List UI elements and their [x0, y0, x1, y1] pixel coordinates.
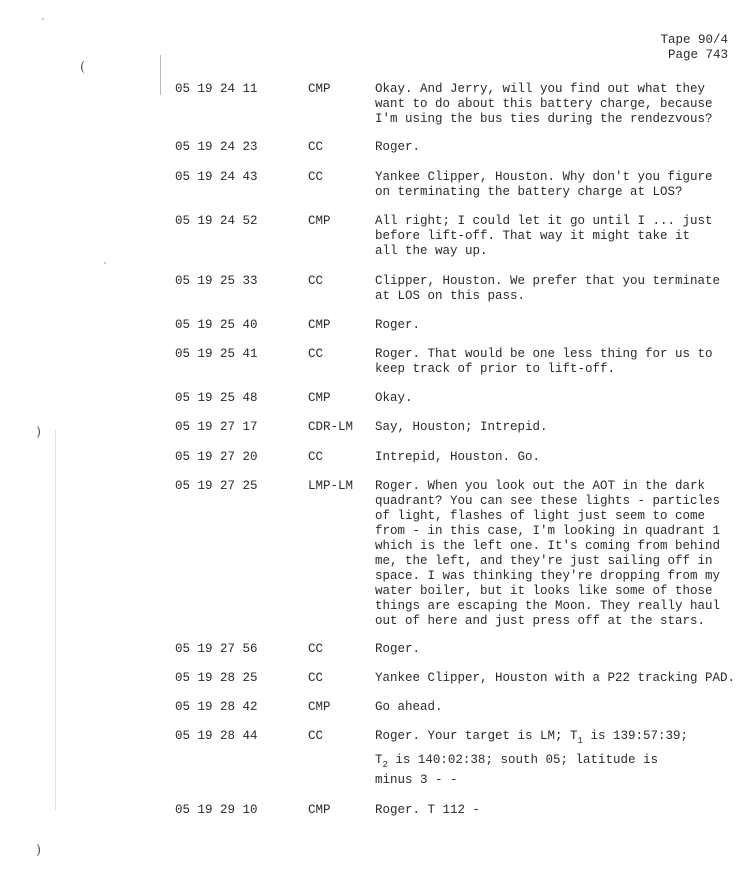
margin-paren-mark: ): [36, 843, 42, 858]
utterance: Roger. When you look out the AOT in the dark quadrant? You can see these lights - particles of light, flashes of light just seem to come from - in this case, I'm looking in quadrant 1 which is the left one. It's coming from behind me, the left, and they're just sailing off in space. I was thinking they're dropping from my water boiler, but it looks like some of those things are escaping the Moon. They really haul out of here and just press off at the stars.: [375, 479, 721, 628]
speaker: CMP: [308, 214, 331, 228]
timestamp: 05 19 24 23: [175, 140, 258, 154]
timestamp: 05 19 27 20: [175, 450, 258, 464]
utterance: Say, Houston; Intrepid.: [375, 420, 548, 434]
timestamp: 05 19 25 48: [175, 391, 258, 405]
speaker: CC: [308, 729, 324, 743]
speaker: CC: [308, 450, 324, 464]
utterance: Intrepid, Houston. Go.: [375, 450, 541, 464]
speaker: CMP: [308, 700, 331, 714]
timestamp: 05 19 27 56: [175, 642, 258, 656]
utterance: Yankee Clipper, Houston with a P22 tracking PAD.: [375, 671, 736, 685]
timestamp: 05 19 28 44: [175, 729, 258, 743]
tape-number: Tape 90/4: [660, 33, 728, 47]
timestamp: 05 19 24 52: [175, 214, 258, 228]
utterance: Okay. And Jerry, will you find out what they want to do about this battery charge, because I'm using the bus ties during the rendezvous?: [375, 82, 713, 126]
speaker: CMP: [308, 391, 331, 405]
timestamp: 05 19 28 25: [175, 671, 258, 685]
timestamp: 05 19 28 42: [175, 700, 258, 714]
speaker: CMP: [308, 82, 331, 96]
utterance: Okay.: [375, 391, 413, 405]
utterance: Roger. T 112 -: [375, 803, 481, 817]
speaker: CC: [308, 671, 324, 685]
page-number: Page 743: [667, 48, 728, 62]
utterance: Yankee Clipper, Houston. Why don't you figure on terminating the battery charge at LOS?: [375, 170, 713, 199]
speaker: CC: [308, 274, 324, 288]
timestamp: 05 19 27 25: [175, 479, 258, 493]
timestamp: 05 19 25 41: [175, 347, 258, 361]
speaker: CMP: [308, 318, 331, 332]
speaker: CC: [308, 170, 324, 184]
speaker: CC: [308, 140, 324, 154]
speaker: CC: [308, 642, 324, 656]
utterance: Clipper, Houston. We prefer that you terminate at LOS on this pass.: [375, 274, 721, 303]
margin-paren-mark: (: [80, 60, 86, 75]
utterance: Go ahead.: [375, 700, 443, 714]
margin-paren-mark: ): [36, 425, 42, 440]
timestamp: 05 19 29 10: [175, 803, 258, 817]
speaker: CC: [308, 347, 324, 361]
timestamp: 05 19 24 43: [175, 170, 258, 184]
timestamp: 05 19 25 33: [175, 274, 258, 288]
timestamp: 05 19 27 17: [175, 420, 258, 434]
utterance: Roger.: [375, 140, 421, 154]
utterance: Roger.: [375, 642, 421, 656]
speaker: CDR-LM: [308, 420, 354, 434]
utterance: Roger. That would be one less thing for us to keep track of prior to lift-off.: [375, 347, 713, 376]
utterance: Roger.: [375, 318, 421, 332]
speaker: LMP-LM: [308, 479, 354, 493]
speaker: CMP: [308, 803, 331, 817]
timestamp: 05 19 24 11: [175, 82, 258, 96]
utterance: Roger. Your target is LM; $T_1$ is 139:57:39; $T_2$ is 140:02:38; south 05; latitude is minus 3 - -: [375, 729, 688, 787]
timestamp: 05 19 25 40: [175, 318, 258, 332]
utterance: All right; I could let it go until I ... just before lift-off. That way it might take it all the way up.: [375, 214, 713, 258]
